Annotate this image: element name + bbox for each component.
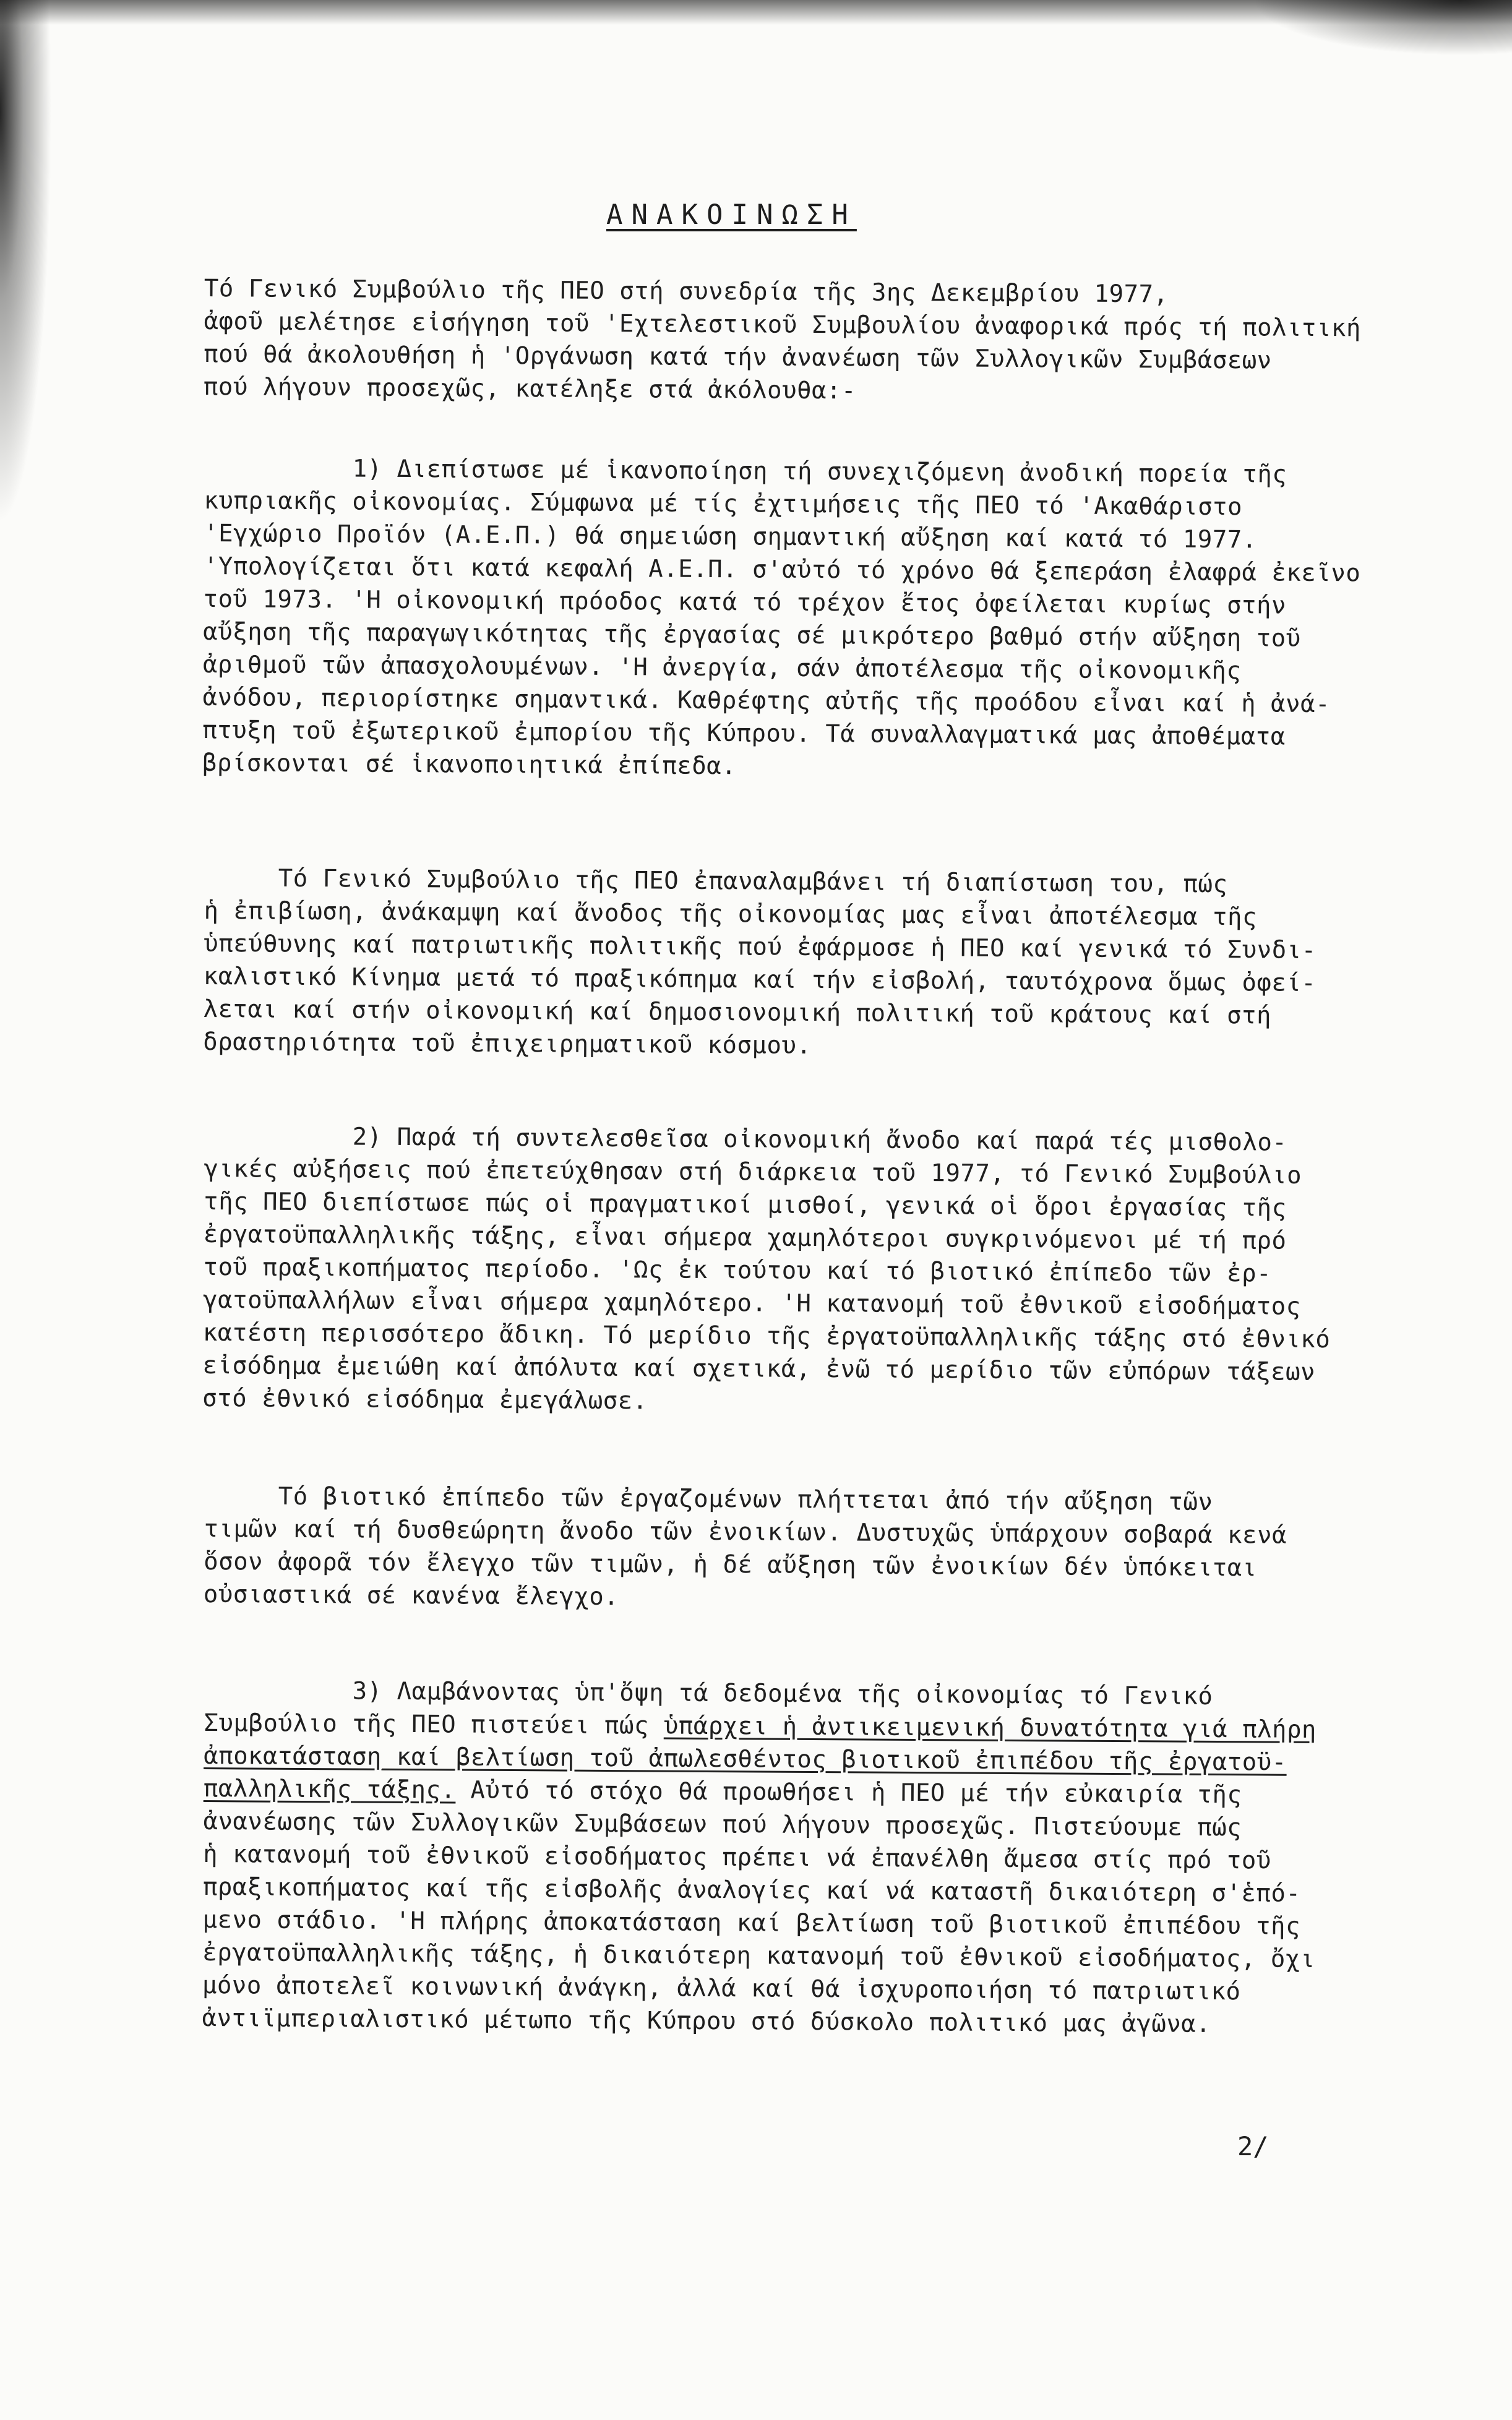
paragraph-1: 1) Διεπίστωσε μέ ἱκανοποίηση τή συνεχιζόμενη ἀνοδική πορεία τῆς κυπριακῆς οἰκονομίας. Σύμφωνα μέ τίς ἐχτιμήσεις τῆς ΠΕΟ τό 'Ακαθάριστο 'Εγχώριο Προϊόν (Α.Ε.Π.) θά σημειώση σημαντική αὔξηση καί κατά τό 1977. 'Υπολογίζεται ὅτι κατά κεφαλή Α.Ε.Π. σ'αὐτό τό χρόνο θά ξεπεράση ἐλαφρά ἐκεῖνο τοῦ 1973. 'Η οἰκονομική πρόοδος κατά τό τρέχον ἔτος ὀφείλεται κυρίως στήν αὔξηση τῆς παραγωγικότητας τῆς ἐργασίας σέ μικρότερο βαθμό στήν αὔξηση τοῦ ἀριθμοῦ τῶν ἀπασχολουμένων. 'Η ἀνεργία, σάν ἀποτέλεσμα τῆς οἰκονομικῆς ἀνόδου, περιορίστηκε σημαντικά. Καθρέφτης αὐτῆς τῆς προόδου εἶναι καί ἡ ἀνά- πτυξη τοῦ ἐξωτερικοῦ ἐμπορίου τῆς Κύπρου. Τά συναλλαγματικά μας ἀποθέματα βρίσκονται σέ ἱκανοποιητικά ἐπίπεδα.	[202, 453, 1361, 781]
paragraph-2: Τό Γενικό Συμβούλιο τῆς ΠΕΟ ἐπαναλαμβάνει τή διαπίστωση του, πώς ἡ ἐπιβίωση, ἀνάκαμψη καί ἄνοδος τῆς οἰκονομίας μας εἶναι ἀποτέλεσμα τῆς ὑπεύθυνης καί πατριωτικῆς πολιτικῆς πού ἐφάρμοσε ἡ ΠΕΟ καί γενικά τό Συνδι- καλιστικό Κίνημα μετά τό πραξικόπημα καί τήν εἰσβολή, ταυτόχρονα ὅμως ὀφεί- λεται καί στήν οἰκονομική καί δημοσιονομική πολιτική τοῦ κράτους καί στή δραστηριότητα τοῦ ἐπιχειρηματικοῦ κόσμου.	[203, 864, 1317, 1060]
scan-edge-top-right	[1252, 0, 1512, 56]
paragraph-5-underlined-2: ἀποκατάσταση καί βελτίωση τοῦ ἀπωλεσθέντος βιοτικοῦ ἐπιπέδου τῆς ἐργατοϋ-	[204, 1741, 1287, 1777]
scan-edge-left	[0, 0, 56, 557]
document-title: ΑΝΑΚΟΙΝΩΣΗ	[606, 199, 857, 231]
paragraph-5-text-b: Αὐτό τό στόχο θά προωθήσει ἡ ΠΕΟ μέ τήν εὐκαιρία τῆς ἀνανέωσης τῶν Συλλογικῶν Συμβάσεων πού λήγουν προσεχῶς. Πιστεύουμε πώς ἡ κατανομή τοῦ ἐθνικοῦ εἰσοδήματος πρέπει νά ἐπανέλθη ἄμεσα στίς πρό τοῦ πραξικοπήματος καί τῆς εἰσβολῆς ἀναλογίες καί νά καταστῆ δικαιότερη σ'ἑπό- μενο στάδιο. 'Η πλήρης ἀποκατάσταση καί βελτίωση τοῦ βιοτικοῦ ἐπιπέδου τῆς ἐργατοϋπαλληλικῆς τάξης, ἡ δικαιότερη κατανομή τοῦ ἐθνικοῦ εἰσοδήματος, ὄχι μόνο ἀποτελεῖ κοινωνική ἀνάγκη, ἀλλά καί θά ἰσχυροποιήση τό πατριωτικό ἀντιϊμπεριαλιστικό μέτωπο τῆς Κύπρου στό δύσκολο πολιτικό μας ἀγῶνα.	[202, 1776, 1315, 2038]
paragraph-4: Τό βιοτικό ἐπίπεδο τῶν ἐργαζομένων πλήττεται ἀπό τήν αὔξηση τῶν τιμῶν καί τή δυσθεώρητη ἄνοδο τῶν ἐνοικίων. Δυστυχῶς ὑπάρχουν σοβαρά κενά ὅσον ἀφορᾶ τόν ἔλεγχο τῶν τιμῶν, ἡ δέ αὔξηση τῶν ἐνοικίων δέν ὑπόκειται οὐσιαστικά σέ κανένα ἔλεγχο.	[203, 1482, 1287, 1611]
paragraph-5-underlined-1: ὑπάρχει ἡ ἀντικειμενική δυνατότητα γιά πλήρη	[663, 1712, 1317, 1744]
paragraph-3: 2) Παρά τή συντελεσθεῖσα οἰκονομική ἄνοδο καί παρά τές μισθολο- γικές αὐξήσεις πού ἐπετεύχθησαν στή διάρκεια τοῦ 1977, τό Γενικό Συμβούλιο τῆς ΠΕΟ διεπίστωσε πώς οἱ πραγματικοί μισθοί, γενικά οἱ ὅροι ἐργασίας τῆς ἐργατοϋπαλληλικῆς τάξης, εἶναι σήμερα χαμηλότεροι συγκρινόμενοι μέ τή πρό τοῦ πραξικοπήματος περίοδο. 'Ως ἐκ τούτου καί τό βιοτικό ἐπίπεδο τῶν ἐρ- γατοϋπαλλήλων εἶναι σήμερα χαμηλότερο. 'Η κατανομή τοῦ ἐθνικοῦ εἰσοδήματος κατέστη περισσότερο ἄδικη. Τό μερίδιο τῆς ἐργατοϋπαλληλικῆς τάξης στό ἐθνικό εἰσόδημα ἐμειώθη καί ἀπόλυτα καί σχετικά, ἐνῶ τό μερίδιο τῶν εὐπόρων τάξεων στό ἐθνικό εἰσόδημα ἐμεγάλωσε.	[202, 1122, 1331, 1415]
paragraph-5-text-a: 3) Λαμβάνοντας ὑπ'ὄψη τά δεδομένα τῆς οἰκονομίας τό Γενικό Συμβούλιο τῆς ΠΕΟ πιστεύει πώς	[204, 1676, 1213, 1740]
paragraph-5-underlined-3: παλληλικῆς τάξης.	[203, 1774, 456, 1804]
paragraph-5	[202, 1674, 1429, 2042]
intro-paragraph: Τό Γενικό Συμβούλιο τῆς ΠΕΟ στή συνεδρία τῆς 3ης Δεκεμβρίου 1977, ἀφοῦ μελέτησε εἰσήγηση τοῦ 'Εχτελεστικοῦ Συμβουλίου ἀναφορικά πρός τή πολιτική πού θά ἀκολουθήση ἡ 'Οργάνωση κατά τήν ἀνανέωση τῶν Συλλογικῶν Συμβάσεων πού λήγουν προσεχῶς, κατέληξε στά ἀκόλουθα:-	[203, 274, 1362, 405]
page-number: 2/	[1237, 2131, 1269, 2161]
